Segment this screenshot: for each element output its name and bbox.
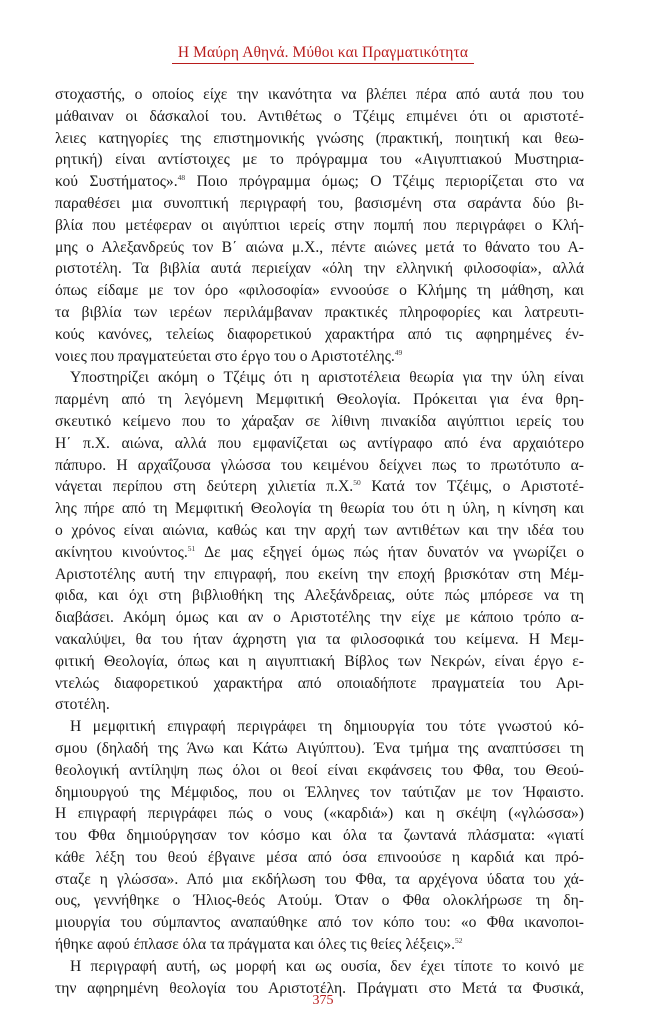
line-text: φιδα, και όχι στη βιβλιοθήκη της Αλεξάνδρειας, ούτε πώς μπόρεσε να τη (55, 587, 584, 605)
text-line (55, 367, 584, 389)
line-text: σταζε η γλώσσα». Από μια εκδήλωση του Φθα, τα αρχέγονα ύδατα του χά- (55, 870, 584, 888)
text-line (55, 847, 584, 869)
line-text: του Φθα δημιούργησαν τον κόσμο και όλα τα ζωντανά πλάσματα: «γιατί (55, 827, 584, 845)
line-text: Η περιγραφή αυτή, ως μορφή και ως ουσία, δεν έχει τίποτε το κοινό με (70, 957, 584, 975)
page-number: 375 (312, 993, 334, 1008)
line-text: Η μεμφιτική επιγραφή περιγράφει τη δημιουργία του τότε γνωστού κό- (70, 718, 584, 736)
line-text: ριστοτέλη. Τα βιβλία αυτά περιείχαν «όλη την ελληνική φιλοσοφία», αλλά (55, 260, 584, 278)
line-text: νάγεται περίπου στη δεύτερη χιλιετία π.Χ. (55, 478, 354, 496)
running-header (0, 44, 646, 64)
line-text: πάπυρο. Η αρχαΐζουσα γλώσσα του κειμένου δείχνει πως το πρωτότυπο α- (55, 456, 584, 474)
text-line (55, 411, 584, 433)
line-text: Δε μας εξηγεί όμως πώς ήταν δυνατόν να γνωρίζει ο (195, 543, 585, 561)
line-text: μης ο Αλεξανδρεύς τον Β΄ αιώνα μ.Χ., πέντε αιώνες μετά το θάνατο του Α- (55, 238, 584, 256)
text-line (55, 956, 584, 978)
line-text: στοτέλη. (55, 696, 110, 714)
line-text: κάθε λέξη του θεού έβγαινε μέσα από όσα επινοούσε η καρδιά και πρό- (55, 848, 584, 866)
line-text: παραθέσει μια συνοπτική περιγραφή του, βασισμένη στα σαράντα δύο βι- (55, 194, 584, 212)
text-line (55, 825, 584, 847)
line-text: στοχαστής, ο οποίος είχε την ικανότητα να βλέπει πέρα από αυτά που του (55, 86, 584, 103)
footnote-marker: 52 (455, 936, 463, 946)
text-line (55, 389, 584, 411)
text-line (55, 716, 584, 738)
text-line (55, 890, 584, 912)
text-line (55, 433, 584, 455)
text-line (55, 934, 584, 956)
paragraph (55, 716, 584, 956)
text-line (55, 673, 584, 695)
line-text: Κατά τον Τζέιμς, ο Αριστοτέ- (360, 478, 584, 496)
footnote-marker: 48 (177, 173, 186, 183)
paragraph (55, 367, 584, 716)
line-text: σμου (δηλαδή της Άνω και Κάτω Αιγύπτου). Ένα τμήμα της αναπτύσσει τη (55, 739, 584, 757)
line-text: διαβάσει. Ακόμη όμως και αν ο Αριστοτέλης την είχε με κάποιο τρόπο α- (55, 609, 584, 627)
line-text: Ποιο πρόγραμμα όμως; Ο Τζέιμς περιορίζεται στο να (185, 173, 584, 191)
text-line (55, 912, 584, 934)
text-line (55, 803, 584, 825)
text-line (55, 651, 584, 673)
line-text: βλία που μετέφεραν οι αιγύπτιοι ιερείς στην πομπή που περιγράφει ο Κλή- (55, 216, 584, 234)
line-text: Υποστηρίζει ακόμη ο Τζέιμς ότι η αριστοτέλεια θεωρία για την ύλη είναι (70, 369, 584, 387)
text-line (55, 324, 584, 346)
text-line (55, 760, 584, 782)
text-line (55, 782, 584, 804)
line-text: νοιες που πραγματεύεται στο έργο του ο Αριστοτέλης. (55, 347, 395, 365)
line-text: ήθηκε αφού έπλασε όλα τα πράγματα και όλες τις θείες λέξεις». (55, 936, 456, 954)
text-line (55, 84, 584, 106)
line-text: ους, γεννήθηκε ο Ήλιος-θεός Ατούμ. Όταν ο Φθα ολοκλήρωσε τη δη- (55, 892, 584, 910)
footnote-marker: 49 (394, 347, 403, 357)
text-line (55, 171, 584, 193)
footnote-marker: 51 (187, 543, 196, 553)
line-text: ρητική) είναι αντίστοιχες με το πρόγραμμα του «Αιγυπτιακού Μυστηρια- (55, 151, 584, 169)
line-text: Η επιγραφή περιγράφει πώς ο νους («καρδιά») και η σκέψη («γλώσσα») (55, 805, 584, 823)
text-line (55, 346, 584, 368)
text-line (55, 564, 584, 586)
text-line (55, 585, 584, 607)
text-line (55, 520, 584, 542)
line-text: τα βιβλία των ιερέων περιλάμβαναν πρακτικές πληροφορίες και λατρευτι- (55, 303, 584, 321)
line-text: την αφηρημένη θεολογία του Αριστοτέλη. Πράγματι στο Μετά τα Φυσικά, (55, 979, 584, 997)
text-line (55, 258, 584, 280)
line-text: δημιουργού της Μέμφιδος, που οι Έλληνες τον ταύτιζαν με τον Ήφαιστο. (55, 783, 584, 801)
line-text: ακίνητου κινούντος. (55, 543, 188, 561)
text-line (55, 869, 584, 891)
text-line (55, 215, 584, 237)
line-text: θεολογική αντίληψη πως όλοι οι θεοί είναι εκφάνσεις του Φθα, του Θεού- (55, 761, 584, 779)
text-line (55, 455, 584, 477)
body-text (55, 84, 584, 999)
line-text: νακαλύψει, θα του ήταν άχρηστη για τα φιλοσοφικά του κείμενα. Η Μεμ- (55, 630, 584, 648)
text-line (55, 237, 584, 259)
line-text: ο χρόνος είναι αιώνια, καθώς και την αρχή των αντιθέτων και την ιδέα του (55, 521, 584, 539)
text-line (55, 193, 584, 215)
line-text: σκευτικό κείμενο που το χάραξαν σε λίθινη πινακίδα αιγύπτιοι ιερείς του (55, 412, 584, 430)
line-text: λης πήρε από τη Μεμφιτική Θεολογία τη θεωρία του ότι η ύλη, η κίνηση και (55, 500, 584, 518)
text-line (55, 498, 584, 520)
line-text: κού Συστήματος». (55, 173, 178, 191)
text-line (55, 128, 584, 150)
text-line (55, 149, 584, 171)
line-text: λειες κατηγορίες της επιστημονικής γνώσης (πρακτική, ποιητική και θεω- (55, 129, 584, 147)
line-text: Αριστοτέλης αυτή την επιγραφή, που εκείνη την εποχή βρισκόταν στη Μέμ- (55, 565, 584, 583)
text-line (55, 607, 584, 629)
text-line (55, 694, 584, 716)
running-title: Η Μαύρη Αθηνά. Μύθοι και Πραγματικότητα (172, 44, 474, 64)
line-text: μιουργία του σύμπαντος αναπαύθηκε από τον κόπο του: «ο Φθα ικανοποι- (55, 914, 584, 932)
text-line (55, 476, 584, 498)
line-text: μάθαιναν οι δάσκαλοί του. Αντιθέτως ο Τζέιμς επιμένει ότι οι αριστοτέ- (55, 107, 584, 125)
line-text: παρμένη από τη λεγόμενη Μεμφιτική Θεολογία. Πρόκειται για ένα θρη- (55, 391, 584, 409)
text-line (55, 280, 584, 302)
text-line (55, 106, 584, 128)
line-text: όπως είδαμε με τον όρο «φιλοσοφία» εννοούσε ο Κλήμης τη μάθηση, και (55, 282, 584, 300)
line-text: Η΄ π.Χ. αιώνα, αλλά που εμφανίζεται ως αντίγραφο από ένα αρχαιότερο (55, 434, 584, 452)
text-line (55, 542, 584, 564)
line-text: φιτική Θεολογία, όπως και η αιγυπτιακή Βίβλος των Νεκρών, είναι έργο ε- (55, 652, 584, 670)
paragraph (55, 84, 584, 367)
text-line (55, 629, 584, 651)
line-text: ντελώς διαφορετικού χαρακτήρα από οποιαδήποτε πραγματεία του Αρι- (55, 674, 584, 692)
text-line (55, 302, 584, 324)
line-text: κούς κανόνες, τελείως διαφορετικού χαρακτήρα από τις αφηρημένες έν- (55, 325, 584, 343)
text-line (55, 738, 584, 760)
footnote-marker: 50 (353, 478, 361, 488)
